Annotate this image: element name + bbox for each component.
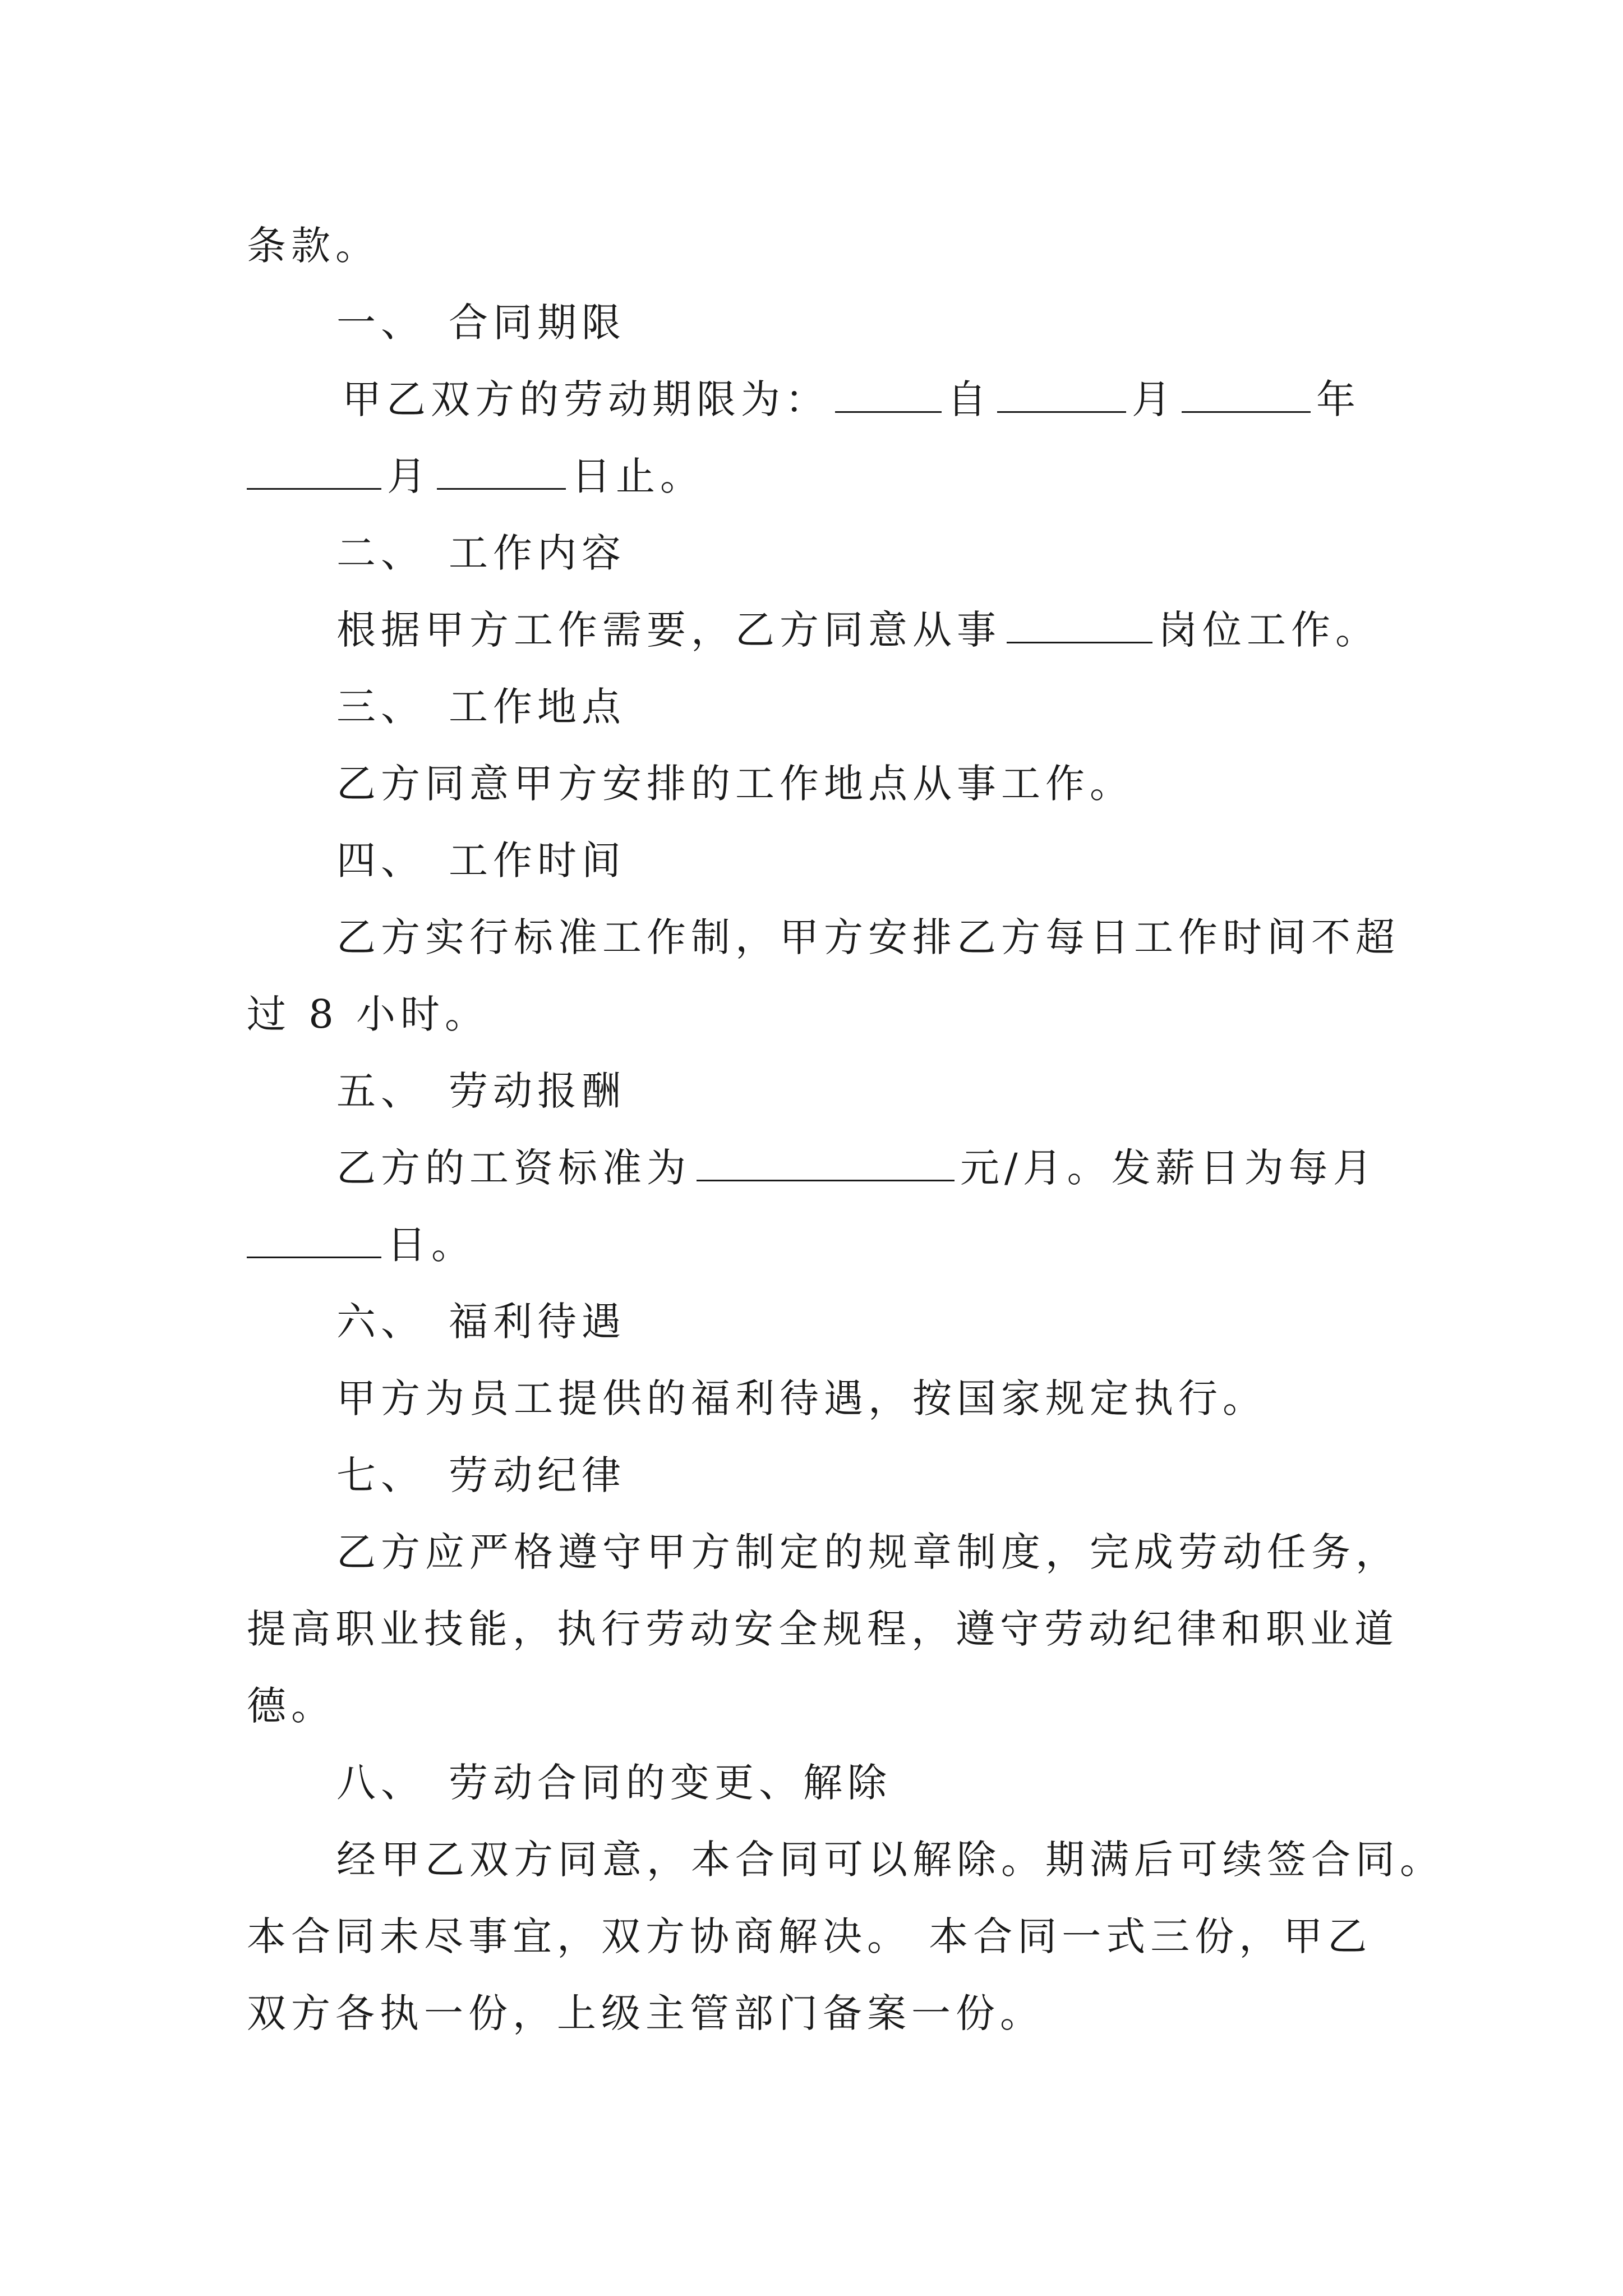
section-number: 一、 (336, 300, 425, 346)
section-title: 劳动报酬 (449, 1068, 626, 1114)
term-month-1: 月 (1132, 376, 1176, 422)
section-title: 福利待遇 (449, 1299, 626, 1345)
discipline-line-3: 德。 (247, 1683, 335, 1729)
termination-line-2: 本合同未尽事宜，双方协商解决。 本合同一式三份，甲乙 (247, 1913, 1372, 1959)
section-heading-location (247, 669, 1385, 746)
term-blank-2 (997, 375, 1126, 413)
term-from: 自 (947, 376, 992, 422)
term-year: 年 (1316, 376, 1361, 422)
section-heading-discipline (247, 1437, 1385, 1514)
content-prefix: 根据甲方工作需要，乙方同意从事 (336, 607, 1001, 653)
section-heading-pay (247, 1053, 1385, 1130)
section-heading-hours (247, 822, 1385, 899)
term-prefix: 甲乙双方的劳动期限为： (342, 376, 829, 422)
section-title: 合同期限 (449, 300, 626, 346)
term-line-2 (247, 438, 1385, 515)
section-heading-term (247, 284, 1385, 361)
section-number: 六、 (336, 1299, 425, 1345)
section-number: 五、 (336, 1068, 425, 1114)
pay-middle: 元/月。发薪日为每月 (960, 1145, 1377, 1191)
section-title: 工作内容 (449, 530, 626, 576)
pay-line-1 (247, 1130, 1385, 1207)
section-number: 三、 (336, 684, 425, 730)
term-line-1 (247, 361, 1385, 438)
section-title: 工作地点 (449, 684, 626, 730)
section-number: 七、 (336, 1452, 425, 1498)
section-heading-content (247, 515, 1385, 592)
pay-line-2 (247, 1207, 1385, 1283)
hours-line-2: 过 8 小时。 (247, 991, 490, 1037)
term-blank-4 (247, 452, 381, 490)
term-month-2: 月 (387, 453, 431, 499)
termination-line-1: 经甲乙双方同意，本合同可以解除。期满后可续签合同。 (336, 1837, 1444, 1883)
content-line (247, 592, 1385, 669)
discipline-line-2: 提高职业技能，执行劳动安全规程，遵守劳动纪律和职业道 (247, 1606, 1399, 1652)
pay-amount-blank (697, 1144, 955, 1181)
section-number: 二、 (336, 530, 425, 576)
term-until: 日止。 (571, 453, 704, 499)
section-title: 劳动纪律 (449, 1452, 626, 1498)
hours-line-1: 乙方实行标准工作制，甲方安排乙方每日工作时间不超 (336, 914, 1400, 960)
section-heading-termination (247, 1745, 1385, 1821)
content-blank (1007, 606, 1152, 643)
section-title: 劳动合同的变更、解除 (449, 1760, 892, 1806)
section-heading-welfare (247, 1283, 1385, 1360)
pay-prefix: 乙方的工资标准为 (336, 1145, 691, 1191)
section-title: 工作时间 (449, 838, 626, 884)
location-text: 乙方同意甲方安排的工作地点从事工作。 (336, 761, 1134, 807)
contract-body (247, 208, 1444, 2052)
term-blank-1 (835, 375, 942, 413)
discipline-line-1: 乙方应严格遵守甲方制定的规章制度，完成劳动任务， (336, 1529, 1400, 1575)
pay-day-blank (247, 1221, 381, 1258)
section-number: 四、 (336, 838, 425, 884)
welfare-text: 甲方为员工提供的福利待遇，按国家规定执行。 (336, 1375, 1267, 1421)
intro-tail: 条款。 (247, 223, 380, 269)
term-blank-5 (437, 452, 566, 490)
termination-line-3: 双方各执一份，上级主管部门备案一份。 (247, 1990, 1044, 2036)
pay-suffix: 日。 (387, 1222, 476, 1268)
term-blank-3 (1182, 375, 1311, 413)
content-suffix: 岗位工作。 (1158, 607, 1380, 653)
section-number: 八、 (336, 1760, 425, 1806)
